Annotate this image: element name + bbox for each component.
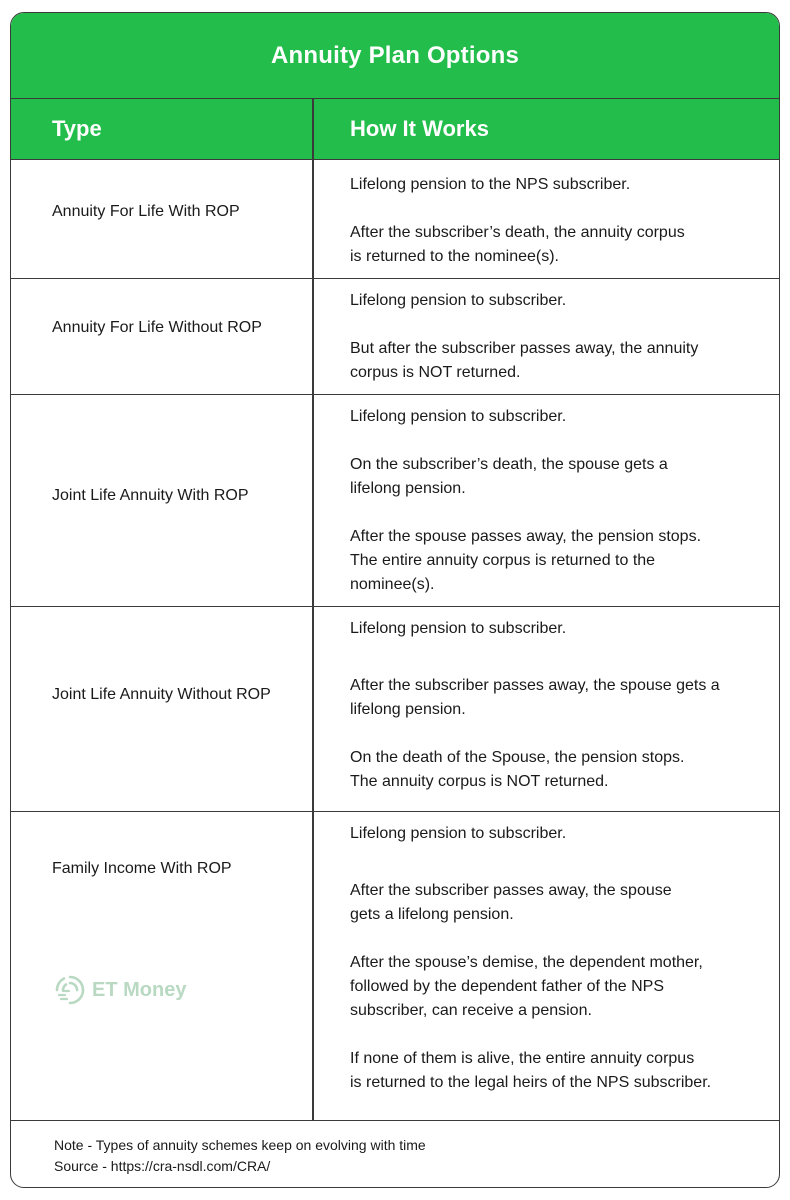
table-row <box>11 160 779 279</box>
et-money-logo-icon <box>54 974 86 1006</box>
row-description <box>350 289 760 385</box>
description-paragraph: If none of them is alive, the entire annuity corpus is returned to the legal heirs of the NPS subscriber. <box>350 1050 712 1091</box>
row-type-label: Joint Life Annuity With ROP <box>52 487 249 504</box>
description-paragraph: Lifelong pension to subscriber. <box>350 825 567 842</box>
description-paragraph: On the subscriber’s death, the spouse gets a lifelong pension. <box>350 456 668 497</box>
row-description <box>350 822 760 1095</box>
description-paragraph: After the subscriber passes away, the spouse gets a lifelong pension. <box>350 677 720 718</box>
description-paragraph: But after the subscriber passes away, the annuity corpus is NOT returned. <box>350 340 699 381</box>
row-type-label: Annuity For Life With ROP <box>52 203 240 220</box>
footer-note: Note - Types of annuity schemes keep on evolving with time <box>54 1137 426 1153</box>
title-bar <box>11 13 779 99</box>
row-type-label: Family Income With ROP <box>52 860 232 877</box>
column-header-type: Type <box>52 116 102 141</box>
description-paragraph: After the subscriber passes away, the spouse gets a lifelong pension. <box>350 882 672 923</box>
table-row <box>11 812 779 1121</box>
description-paragraph: Lifelong pension to the NPS subscriber. <box>350 176 631 193</box>
footer-source: Source - https://cra-nsdl.com/CRA/ <box>54 1158 271 1174</box>
et-money-logo <box>54 974 186 1006</box>
description-paragraph: Lifelong pension to subscriber. <box>350 620 567 637</box>
row-description <box>350 405 760 597</box>
table-row <box>11 607 779 812</box>
page-title: Annuity Plan Options <box>271 41 519 69</box>
column-header-how-it-works: How It Works <box>350 116 489 141</box>
footer-notes <box>54 1135 426 1177</box>
row-type-label: Joint Life Annuity Without ROP <box>52 686 271 703</box>
description-paragraph: After the subscriber’s death, the annuity corpus is returned to the nominee(s). <box>350 224 685 265</box>
description-paragraph: After the spouse’s demise, the dependent mother, followed by the dependent father of the NPS subscriber, can receive a pension. <box>350 954 703 1019</box>
row-description <box>350 617 760 794</box>
annuity-table-card <box>10 12 780 1188</box>
table-row <box>11 279 779 395</box>
table-row <box>11 395 779 607</box>
row-description <box>350 173 760 269</box>
description-paragraph: Lifelong pension to subscriber. <box>350 292 567 309</box>
description-paragraph: Lifelong pension to subscriber. <box>350 408 567 425</box>
row-type-label: Annuity For Life Without ROP <box>52 319 262 336</box>
description-paragraph: On the death of the Spouse, the pension stops. The annuity corpus is NOT returned. <box>350 749 685 790</box>
description-paragraph: After the spouse passes away, the pension stops. The entire annuity corpus is returned to the nominee(s). <box>350 528 702 593</box>
logo-text: ET Money <box>92 978 187 1001</box>
table-header-row <box>11 99 779 160</box>
